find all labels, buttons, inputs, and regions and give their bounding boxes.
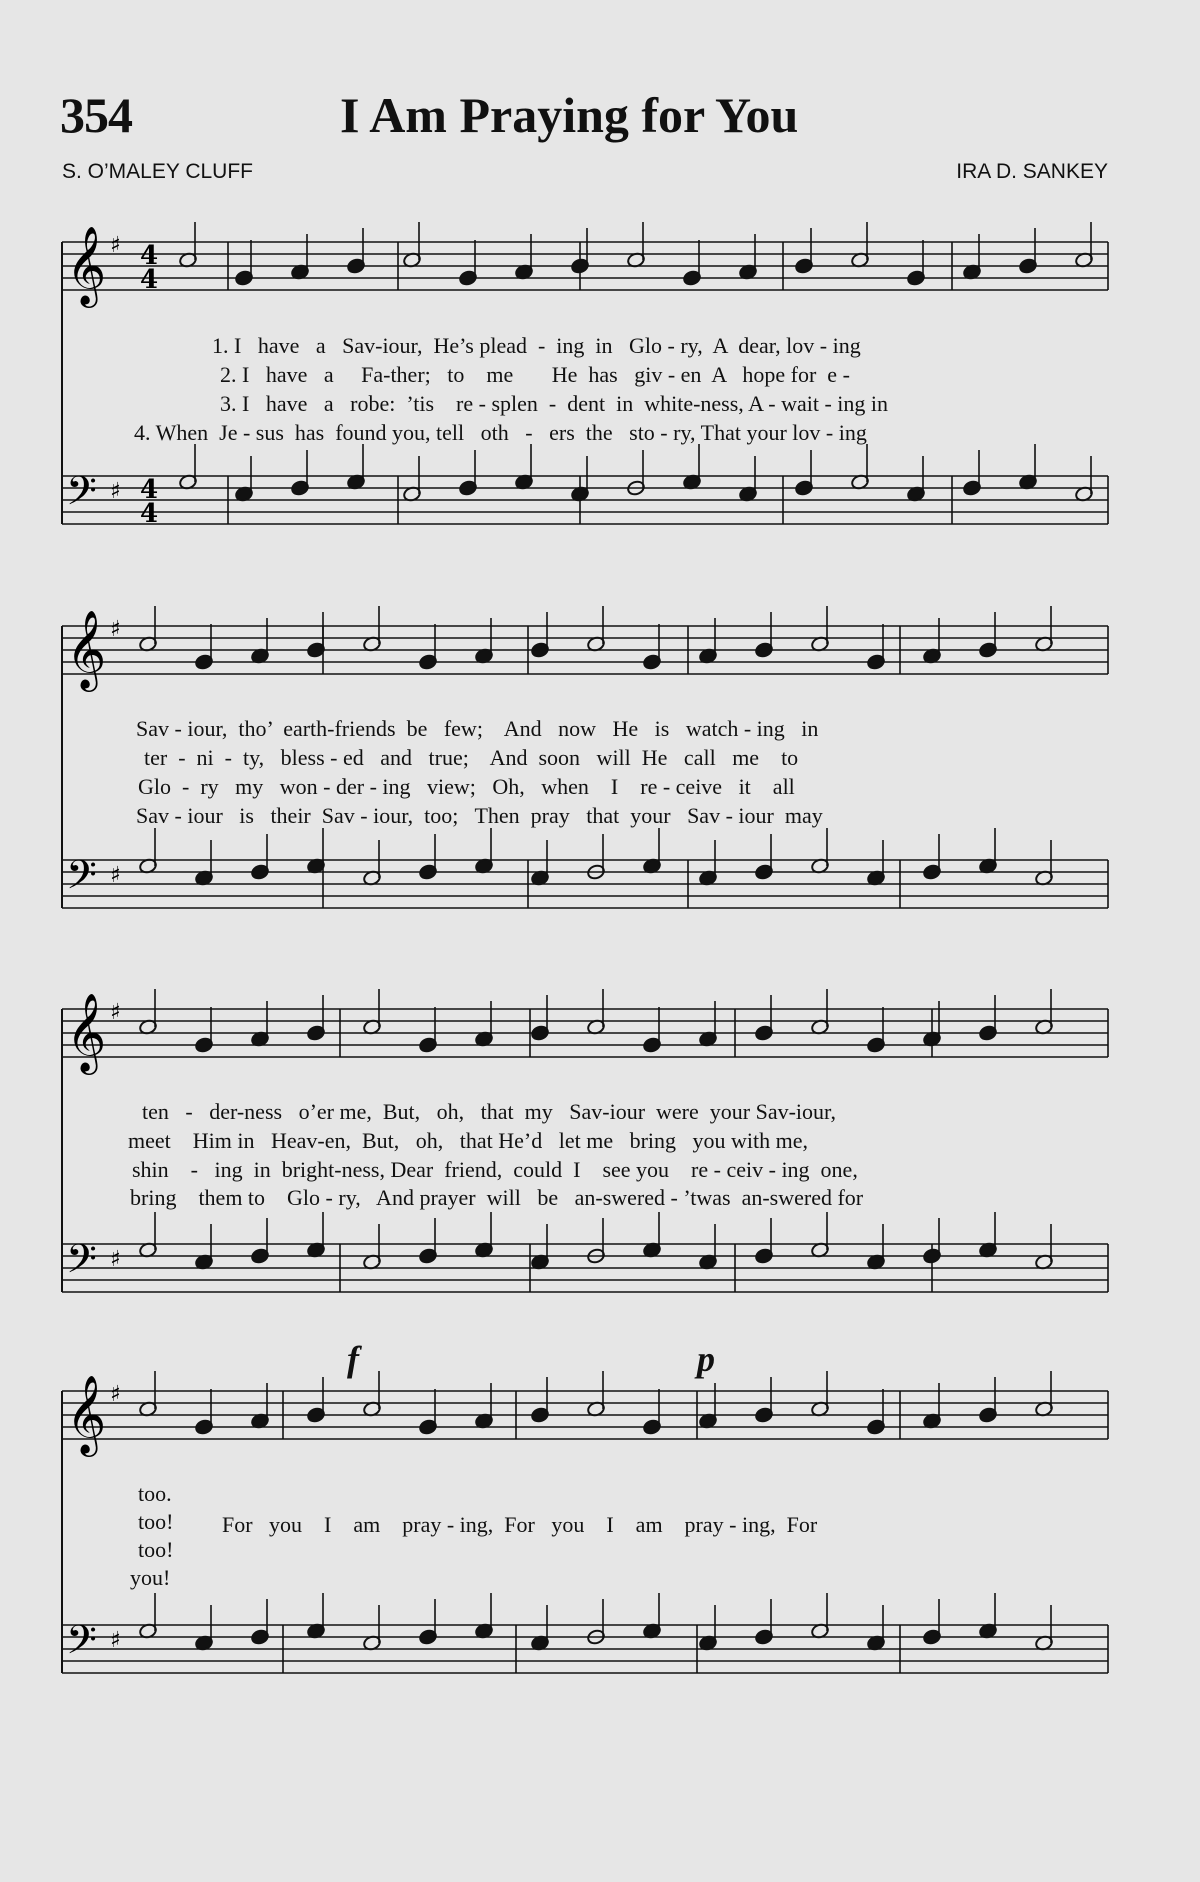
key-signature-sharp-icon: ♯ <box>110 863 121 888</box>
system1-verse3: 3. I have a robe: ’tis re - splen - dent in white-ness, A - wait - ing in <box>220 391 889 416</box>
key-signature-sharp-icon: ♯ <box>110 1628 121 1653</box>
dynamic-piano: p <box>697 1339 715 1379</box>
system2-verse2: ter - ni - ty, bless - ed and true; And soon will He call me to <box>144 745 799 770</box>
bass-clef-icon: 𝄢 <box>66 852 97 908</box>
system2-verse3: Glo - ry my won - der - ing view; Oh, when I re - ceive it all <box>138 774 795 799</box>
system1-verse4: 4. When Je - sus has found you, tell oth - ers the sto - ry, That your lov - ing <box>134 420 867 445</box>
treble-clef-icon: 𝄞 <box>66 610 107 689</box>
system4-ending-4: you! <box>130 1565 171 1590</box>
time-signature-top: 4 <box>140 241 159 271</box>
system3-verse2: meet Him in Heav-en, But, oh, that He’d let me bring you with me, <box>128 1128 809 1153</box>
system1-verse2: 2. I have a Fa-ther; to me He has giv - en A hope for e - <box>220 362 850 387</box>
lyricist-credit: S. O’MALEY CLUFF <box>62 160 253 183</box>
treble-clef-icon: 𝄞 <box>66 1375 107 1454</box>
hymn-number: 354 <box>60 87 132 143</box>
system4-refrain: For you I am pray - ing, For you I am pray - ing, For <box>222 1512 818 1537</box>
system2-verse1: Sav - iour, tho’ earth-friends be few; And now He is watch - ing in <box>136 716 819 741</box>
composer-credit: IRA D. SANKEY <box>956 160 1108 183</box>
dynamic-forte: f <box>347 1339 359 1379</box>
key-signature-sharp-icon: ♯ <box>110 233 121 258</box>
system1-verse1: 1. I have a Sav-iour, He’s plead - ing in Glo - ry, A dear, lov - ing <box>212 333 861 358</box>
system2-verse4: Sav - iour is their Sav - iour, too; Then pray that your Sav - iour may <box>136 803 823 828</box>
system3-verse4: bring them to Glo - ry, And prayer will be an-swered - ’twas an-swered for <box>130 1185 864 1210</box>
system4-ending-3: too! <box>138 1537 174 1562</box>
key-signature-sharp-icon: ♯ <box>110 1000 121 1025</box>
time-signature-bottom: 4 <box>140 499 159 529</box>
treble-clef-icon: 𝄞 <box>66 993 107 1072</box>
key-signature-sharp-icon: ♯ <box>110 479 121 504</box>
hymn-title: I Am Praying for You <box>340 87 799 143</box>
system3-verse3: shin - ing in bright-ness, Dear friend, could I see you re - ceiv - ing one, <box>132 1157 858 1182</box>
bass-clef-icon: 𝄢 <box>66 1236 97 1292</box>
key-signature-sharp-icon: ♯ <box>110 617 121 642</box>
key-signature-sharp-icon: ♯ <box>110 1247 121 1272</box>
bass-clef-icon: 𝄢 <box>66 468 97 524</box>
bass-clef-icon: 𝄢 <box>66 1617 97 1673</box>
system3-verse1: ten - der-ness o’er me, But, oh, that my Sav-iour were your Sav-iour, <box>142 1099 836 1124</box>
system4-ending-2: too! <box>138 1509 174 1534</box>
key-signature-sharp-icon: ♯ <box>110 1382 121 1407</box>
time-signature-bottom: 4 <box>140 265 159 295</box>
system4-ending-1: too. <box>138 1481 172 1506</box>
time-signature-top: 4 <box>140 475 159 505</box>
treble-clef-icon: 𝄞 <box>66 226 107 305</box>
